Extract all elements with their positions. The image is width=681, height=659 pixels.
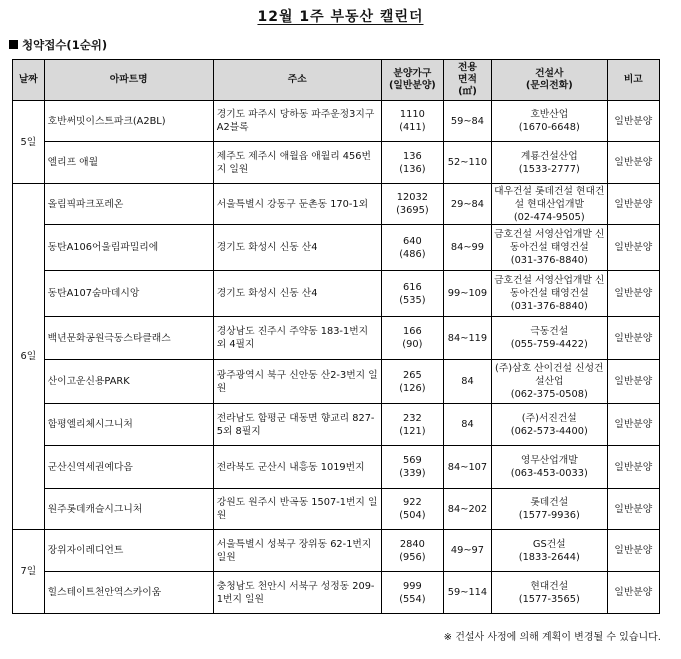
builder-cell [491, 446, 607, 489]
table-row [13, 271, 660, 317]
header-supply: 분양가구 (일반분양) [381, 60, 443, 101]
builder-name: GS건설 [532, 538, 566, 550]
builder-phone: (02-474-9505) [513, 211, 585, 223]
table-row [13, 404, 660, 446]
supply-cell [381, 225, 443, 271]
area-cell: 29~84 [443, 184, 491, 225]
supply-general: (90) [402, 339, 423, 350]
apartment-name: 동탄A106어울림파밀리에 [44, 225, 213, 271]
square-bullet-icon [9, 40, 18, 49]
supply-general: (535) [399, 294, 426, 306]
supply-total: 2840 [399, 538, 425, 550]
table-row [13, 530, 660, 572]
supply-general: (956) [399, 551, 426, 563]
supply-total: 265 [403, 369, 422, 381]
supply-general: (411) [399, 122, 426, 133]
supply-cell [381, 404, 443, 446]
header-note: 비고 [607, 60, 659, 101]
address-cell: 경기도 파주시 당하동 파주운정3지구 A2블록 [213, 101, 381, 142]
address-cell: 제주도 제주시 애월읍 애월리 456번지 일원 [213, 142, 381, 184]
supply-cell [381, 271, 443, 317]
supply-cell [381, 360, 443, 404]
apartment-name: 엘리프 애월 [44, 142, 213, 184]
table-row [13, 446, 660, 489]
supply-total: 12032 [396, 192, 428, 203]
note-cell: 일반분양 [607, 530, 659, 572]
builder-phone: (063-453-0033) [510, 468, 588, 479]
builder-phone: (031-376-8840) [510, 301, 588, 312]
supply-general: (136) [399, 163, 426, 175]
area-cell: 49~97 [443, 530, 491, 572]
supply-total: 640 [403, 235, 422, 247]
table-row [13, 101, 660, 142]
supply-cell [381, 184, 443, 225]
note-cell: 일반분양 [607, 446, 659, 489]
supply-total: 136 [403, 150, 422, 162]
supply-total: 166 [403, 326, 422, 337]
address-cell: 경상남도 진주시 주약동 183-1번지 외 4필지 [213, 317, 381, 360]
builder-cell [491, 572, 607, 614]
supply-total: 569 [403, 455, 422, 466]
area-cell: 84~107 [443, 446, 491, 489]
area-cell: 84 [443, 404, 491, 446]
supply-cell [381, 530, 443, 572]
builder-cell [491, 271, 607, 317]
apartment-name: 동탄A107숨마데시앙 [44, 271, 213, 317]
address-cell: 광주광역시 북구 신안동 산2-3번지 일원 [213, 360, 381, 404]
supply-total: 1110 [399, 109, 425, 120]
note-cell: 일반분양 [607, 404, 659, 446]
builder-cell [491, 317, 607, 360]
supply-general: (3695) [396, 205, 429, 216]
builder-phone: (1577-3565) [518, 593, 580, 605]
supply-general: (554) [399, 593, 426, 605]
area-cell: 59~114 [443, 572, 491, 614]
supply-total: 232 [403, 412, 422, 424]
note-cell: 일반분양 [607, 317, 659, 360]
builder-name: 영무산업개발 [520, 455, 578, 466]
apartment-name: 장위자이레디언트 [44, 530, 213, 572]
date-cell: 5일 [13, 101, 45, 184]
builder-cell [491, 142, 607, 184]
page-title: 12월 1주 부동산 캘린더 [257, 9, 424, 25]
builder-phone: (062-573-4400) [510, 425, 588, 437]
subscription-calendar-table [12, 59, 660, 614]
apartment-name: 함평엘리체시그니처 [44, 404, 213, 446]
supply-total: 616 [403, 281, 422, 293]
header-date: 날짜 [13, 60, 45, 101]
supply-cell [381, 489, 443, 530]
builder-cell [491, 360, 607, 404]
address-cell: 강원도 원주시 반곡동 1507-1번지 일원 [213, 489, 381, 530]
builder-name: 대우건설 롯데건설 현대건설 현대산업개발 [494, 185, 605, 210]
builder-phone: (1577-9936) [518, 510, 580, 521]
table-row [13, 489, 660, 530]
area-cell: 84~99 [443, 225, 491, 271]
note-cell: 일반분양 [607, 142, 659, 184]
builder-cell [491, 225, 607, 271]
supply-total: 922 [403, 497, 422, 508]
table-header-row [13, 60, 660, 101]
address-cell: 전라남도 함평군 대동면 향교리 827-5외 8필지 [213, 404, 381, 446]
address-cell: 서울특별시 성북구 장위동 62-1번지 일원 [213, 530, 381, 572]
builder-phone: (055-759-4422) [510, 339, 588, 350]
note-cell: 일반분양 [607, 101, 659, 142]
builder-cell [491, 184, 607, 225]
supply-general: (339) [399, 468, 426, 479]
table-row [13, 360, 660, 404]
builder-name: (주)서진건설 [521, 412, 577, 424]
builder-name: 호반산업 [530, 109, 569, 120]
section-label: 청약접수(1순위) [22, 38, 108, 52]
builder-name: 계룡건설산업 [520, 150, 578, 162]
builder-name: 현대건설 [530, 580, 569, 592]
header-builder: 건설사 (문의전화) [491, 60, 607, 101]
supply-cell [381, 317, 443, 360]
table-row [13, 317, 660, 360]
address-cell: 경기도 화성시 신동 산4 [213, 271, 381, 317]
apartment-name: 원주롯데캐슬시그니처 [44, 489, 213, 530]
date-cell: 6일 [13, 184, 45, 530]
header-area: 전용 면적 (㎡) [443, 60, 491, 101]
builder-phone: (1670-6648) [518, 122, 580, 133]
area-cell: 84~119 [443, 317, 491, 360]
builder-phone: (1833-2644) [518, 551, 580, 563]
builder-phone: (1533-2777) [518, 163, 580, 175]
apartment-name: 산이고운신용PARK [44, 360, 213, 404]
supply-general: (121) [399, 425, 426, 437]
table-row [13, 142, 660, 184]
builder-name: (주)삼호 산이건설 신성건설산업 [495, 363, 604, 387]
note-cell: 일반분양 [607, 184, 659, 225]
note-cell: 일반분양 [607, 271, 659, 317]
area-cell: 84~202 [443, 489, 491, 530]
note-cell: 일반분양 [607, 225, 659, 271]
area-cell: 84 [443, 360, 491, 404]
apartment-name: 힐스테이트천안역스카이움 [44, 572, 213, 614]
supply-cell [381, 572, 443, 614]
builder-cell [491, 530, 607, 572]
apartment-name: 호반써밋이스트파크(A2BL) [44, 101, 213, 142]
builder-phone: (031-376-8840) [510, 255, 588, 266]
builder-cell [491, 101, 607, 142]
note-cell: 일반분양 [607, 360, 659, 404]
builder-name: 금호건설 서영산업개발 신동아건설 태영건설 [494, 275, 605, 299]
apartment-name: 백년문화공원극동스타클래스 [44, 317, 213, 360]
supply-general: (126) [399, 382, 426, 394]
table-row [13, 572, 660, 614]
header-apartment: 아파트명 [44, 60, 213, 101]
supply-cell [381, 142, 443, 184]
address-cell: 전라북도 군산시 내흥동 1019번지 [213, 446, 381, 489]
section-heading [9, 37, 107, 53]
builder-cell [491, 404, 607, 446]
table-row [13, 225, 660, 271]
builder-name: 롯데건설 [530, 497, 569, 508]
address-cell: 경기도 화성시 신동 산4 [213, 225, 381, 271]
address-cell: 서울특별시 강동구 둔촌동 170-1외 [213, 184, 381, 225]
note-cell: 일반분양 [607, 572, 659, 614]
table-row [13, 184, 660, 225]
area-cell: 59~84 [443, 101, 491, 142]
supply-general: (486) [399, 248, 426, 260]
builder-cell [491, 489, 607, 530]
header-address: 주소 [213, 60, 381, 101]
footnote: ※ 건설사 사정에 의해 계획이 변경될 수 있습니다. [443, 632, 661, 643]
builder-name: 극동건설 [530, 326, 569, 337]
supply-cell [381, 101, 443, 142]
area-cell: 99~109 [443, 271, 491, 317]
builder-phone: (062-375-0508) [510, 389, 588, 400]
apartment-name: 군산신역세권예다음 [44, 446, 213, 489]
supply-total: 999 [403, 580, 422, 592]
builder-name: 금호건설 서영산업개발 신동아건설 태영건설 [494, 229, 605, 253]
supply-general: (504) [399, 510, 426, 521]
address-cell: 충청남도 천안시 서북구 성정동 209-1번지 일원 [213, 572, 381, 614]
note-cell: 일반분양 [607, 489, 659, 530]
apartment-name: 올림픽파크포레온 [44, 184, 213, 225]
area-cell: 52~110 [443, 142, 491, 184]
supply-cell [381, 446, 443, 489]
date-cell: 7일 [13, 530, 45, 614]
